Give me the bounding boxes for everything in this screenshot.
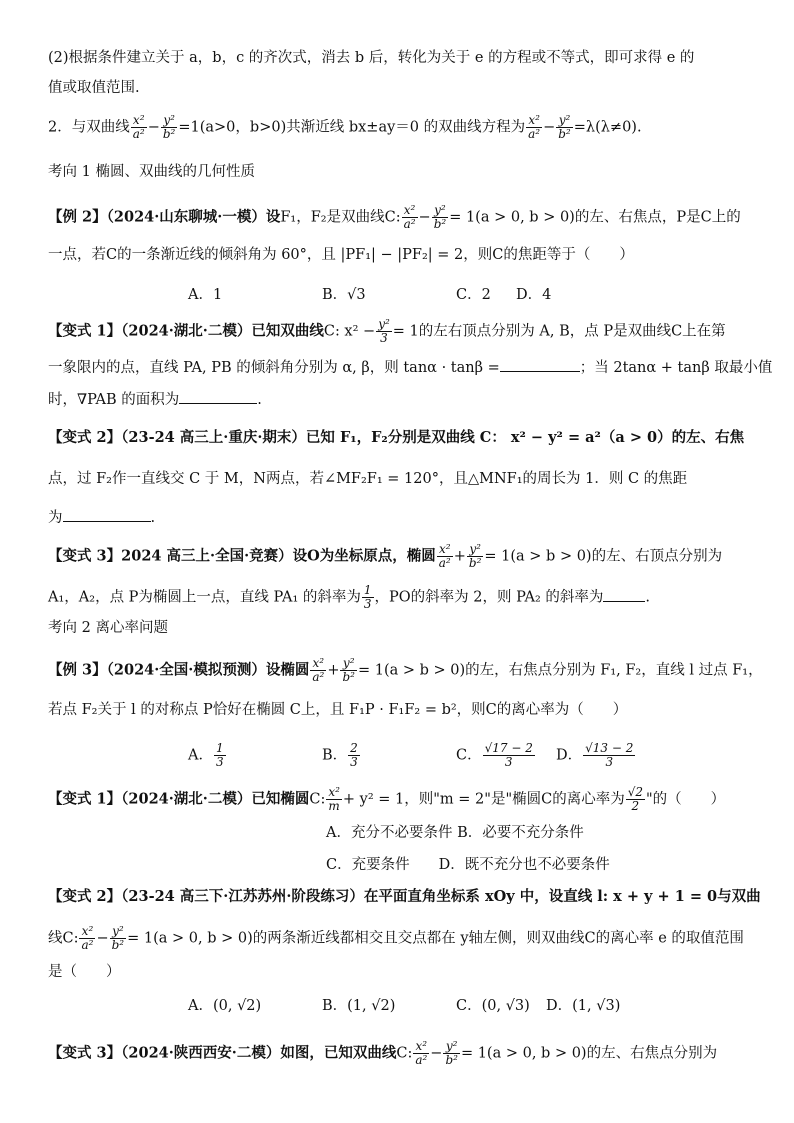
option-a[interactable]: A．1 [188, 287, 223, 303]
option-c[interactable]: C．2 [456, 287, 491, 303]
text-line: 线C: $\frac{\text{x²}}{\text{a²}}$ − $\frac{\text{y²}}{\text{b²}}$ = 1(a > 0, b > 0)的两条渐近线都相交且交点都在 y轴左侧，则双曲线C的离心率 e 的取值范围 [48, 924, 744, 952]
option-c[interactable]: C． $\frac{√17 - 2}{3}$ [456, 741, 533, 769]
text-line: 是（ ） [48, 964, 121, 980]
fraction: $\frac{\text{x²}}{\text{a²}}$ [415, 1039, 428, 1067]
section-heading: 考向 2 离心率问题 [48, 620, 168, 636]
fraction: $\frac{\text{y²}}{\text{b²}}$ [111, 924, 125, 952]
text-line: A₁，A₂，点 P为椭圆上一点，直线 PA₁ 的斜率为 $\frac{1}{3}$ ，PO的斜率为 2，则 PA₂ 的斜率为 . [48, 583, 651, 611]
text-line: 若点 F₂关于 l 的对称点 P恰好在椭圆 C上，且 F₁P · F₁F₂ = b²，则C的离心率为（ ） [48, 702, 628, 718]
options-row [188, 996, 634, 1016]
option-d[interactable]: D．(1, √3) [546, 998, 621, 1014]
question-line: 【例 3】（2024·全国·模拟预测）设椭圆 $\frac{\text{x²}}{\text{a²}}$ + $\frac{\text{y²}}{\text{b²}}$ = 1(a > b > 0)的左，右焦点分别为 F₁, F₂，直线 l 过点 F₁， [48, 656, 763, 684]
option-d[interactable]: D．4 [516, 287, 552, 303]
question-line: 【变式 1】（2024·湖北·二模）已知椭圆C: $\frac{\text{x²}}{m}$ + y² = 1，则"m = 2"是"椭圆C的离心率为 $\frac{√2}{2}$ "的（ ） [48, 785, 726, 813]
text-line: 值或取值范围. [48, 80, 140, 96]
option-b[interactable]: B．√3 [322, 287, 366, 303]
fraction: $\frac{\text{x²}}{\text{a²}}$ [438, 542, 451, 570]
text-line: 一象限内的点，直线 PA, PB 的倾斜角分别为 α, β，则 tanα · tanβ = ；当 2tanα + tanβ 取最小值 [48, 357, 772, 378]
fraction: $\frac{\text{x²}}{m}$ [328, 785, 340, 813]
fraction: $\frac{\text{x²}}{\text{a²}}$ [528, 113, 541, 141]
fraction: $\frac{\text{x²}}{\text{a²}}$ [312, 656, 325, 684]
option-b[interactable]: B．(1, √2) [322, 998, 396, 1014]
fraction: $\frac{\text{x²}}{\text{a²}}$ [81, 924, 94, 952]
option-a[interactable]: A． $\frac{1}{3}$ [188, 741, 224, 769]
fraction: $\frac{\text{y²}}{\text{b²}}$ [558, 113, 571, 141]
options-row [188, 742, 650, 769]
question-line: 【例 2】（2024·山东聊城·一模）设F₁，F₂是双曲线C: $\frac{\text{x²}}{\text{a²}}$ − $\frac{\text{y²}}{\text{b²}}$ = 1(a > 0, b > 0)的左、右焦点，P是C上的 [48, 203, 741, 231]
option-c[interactable]: C．(0, √3) [456, 998, 530, 1014]
section-heading: 考向 1 椭圆、双曲线的几何性质 [48, 164, 255, 180]
fraction: $\frac{\text{x²}}{\text{a²}}$ [403, 203, 416, 231]
fraction: $\frac{\text{y²}}{\text{b²}}$ [468, 542, 482, 570]
text-line: 一点，若C的一条渐近线的倾斜角为 60°，且 |PF₁| − |PF₂| = 2，则C的焦距等于（ ） [48, 247, 634, 263]
text-line: 点，过 F₂作一直线交 C 于 M，N两点，若∠MF₂F₁ = 120°，且△MNF₁的周长为 1．则 C 的焦距 [48, 471, 688, 487]
option-b[interactable]: B． $\frac{2}{3}$ [322, 741, 358, 769]
fraction: $\frac{\text{y²}}{\text{b²}}$ [162, 113, 176, 141]
question-line: 【变式 1】（2024·湖北·二模）已知双曲线C: x² − $\frac{\text{y²}}{3}$ = 1的左右顶点分别为 A, B，点 P是双曲线C上在第 [48, 317, 726, 345]
fraction: $\frac{\text{y²}}{\text{b²}}$ [433, 203, 447, 231]
fraction: $\frac{1}{3}$ [363, 583, 372, 611]
fraction: $\frac{√2}{2}$ [627, 785, 643, 813]
question-line: 【变式 2】（23-24 高三上·重庆·期末）已知 F₁，F₂分别是双曲线 C： x² − y² = a²（a > 0）的左、右焦 [48, 429, 745, 446]
question-line: 【变式 3】2024 高三上·全国·竞赛）设O为坐标原点，椭圆 $\frac{\text{x²}}{\text{a²}}$ + $\frac{\text{y²}}{\text{b²}}$ = 1(a > b > 0)的左、右顶点分别为 [48, 542, 723, 570]
formula-line: 2．与双曲线 $\frac{\text{x²}}{\text{a²}}$ − $\frac{\text{y²}}{\text{b²}}$ =1(a>0，b>0)共渐近线 bx±ay＝0 的双曲线方程为 $\frac{\text{x²}}{\text{a²}}$ − $\frac{\text{y²}}{\text{b²}}$ =λ(λ≠0). [48, 113, 642, 141]
fraction: $\frac{\text{y²}}{\text{b²}}$ [445, 1039, 458, 1067]
answer-blank[interactable] [63, 507, 151, 522]
text-line: 为 . [48, 507, 155, 528]
answer-blank[interactable] [500, 357, 580, 372]
options-row[interactable]: A．充分不必要条件 B．必要不充分条件 [326, 825, 584, 841]
answer-blank[interactable] [603, 587, 645, 602]
option-a[interactable]: A．(0, √2) [188, 998, 262, 1014]
fraction: $\frac{\text{x²}}{\text{a²}}$ [132, 113, 145, 141]
options-row [188, 285, 565, 305]
fraction: $\frac{\text{y²}}{3}$ [378, 317, 390, 345]
options-row[interactable]: C．充要条件 D．既不充分也不必要条件 [326, 857, 610, 873]
fraction: $\frac{\text{y²}}{\text{b²}}$ [342, 656, 355, 684]
text-line: 时，∇PAB 的面积为 . [48, 389, 262, 410]
text-line: (2)根据条件建立关于 a，b，c 的齐次式，消去 b 后，转化为关于 e 的方程或不等式，即可求得 e 的 [48, 50, 695, 66]
question-line: 【变式 3】（2024·陕西西安·二模）如图，已知双曲线C: $\frac{\text{x²}}{\text{a²}}$ − $\frac{\text{y²}}{\text{b²}}$ = 1(a > 0, b > 0)的左、右焦点分别为 [48, 1039, 718, 1067]
answer-blank[interactable] [179, 389, 257, 404]
option-d[interactable]: D． $\frac{√13 - 2}{3}$ [556, 741, 634, 769]
question-line: 【变式 2】（23-24 高三下·江苏苏州·阶段练习）在平面直角坐标系 xOy 中，设直线 l: x + y + 1 = 0与双曲 [48, 888, 761, 905]
